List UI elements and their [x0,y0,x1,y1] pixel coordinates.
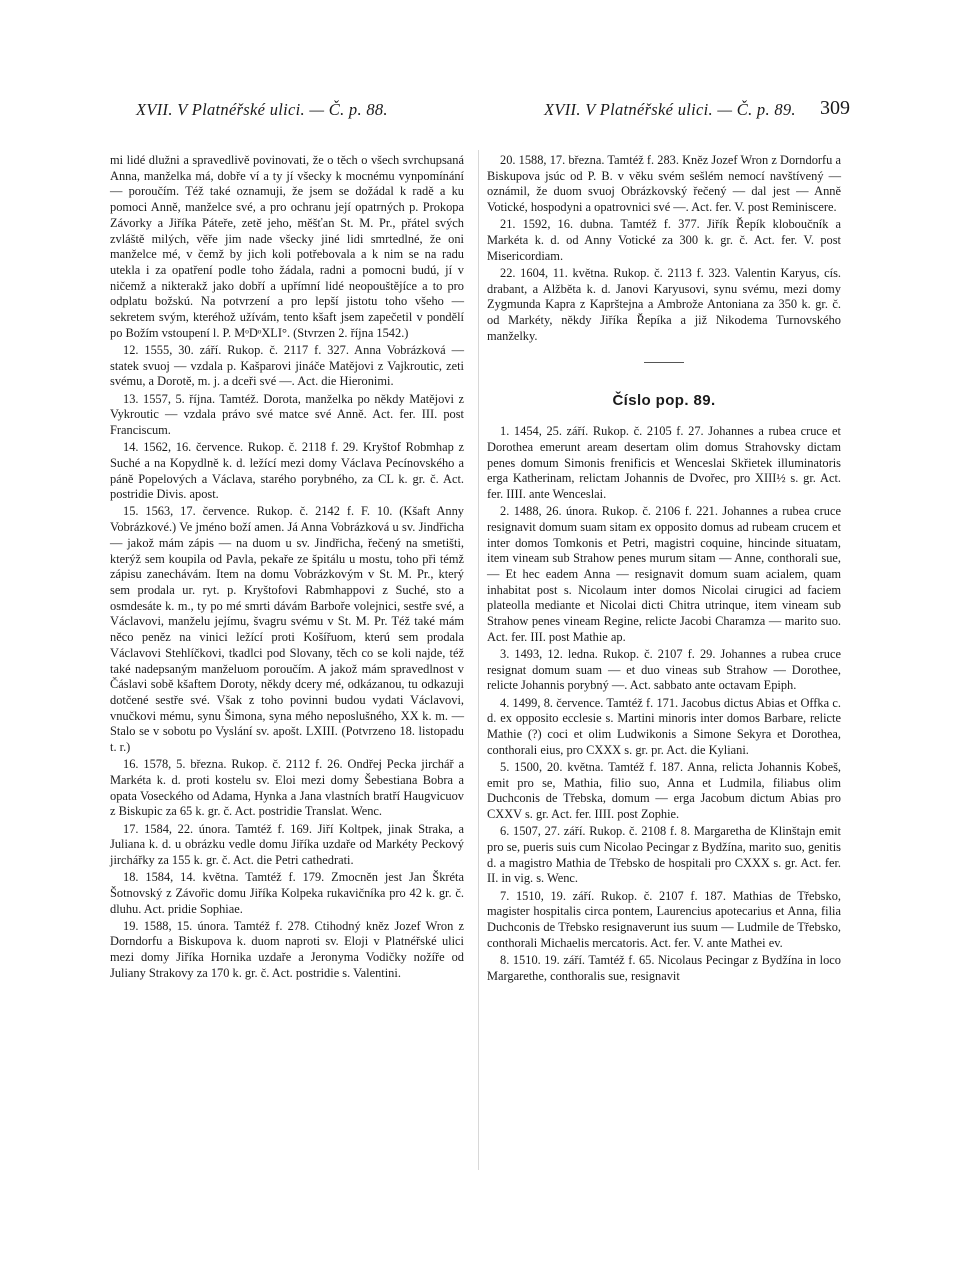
entry-12: 12. 1555, 30. září. Rukop. č. 2117 f. 327. Anna Vobrázková — statek svuoj — vzdala p. Kašparovi jináče Matějovi z Vajkroutic, zeti svému, a Dorotě, m. j. a dceři své —. Act. die Hieronimi. [110,342,464,389]
header-left-title: XVII. V Platnéřské ulici. — Č. p. 88. [136,100,388,119]
entry-89-1: 1. 1454, 25. září. Rukop. č. 2105 f. 27. Johannes a rubea cruce et Dorothea emerunt aream desertam olim domus Strahovsky dictam penes domum Simonis frenificis et Wenceslai Skřietek illuminatoris erga Katherinam, relictam Johannis de Dvořec, pro XIII½ s. gr. Act. fer. IIII. ante Wenceslai. [487,424,841,501]
entry-89-7: 7. 1510, 19. září. Rukop. č. 2107 f. 187. Mathias de Třebsko, magister hospitalis circa pontem, Laurencius apotecarius et Anna, filia Duchconis de Třebsko resignaverunt ius suum — Ludmile de Třebsko, conthorali Michaelis mercatoris. Act. fer. V. ante Mathei ev. [487,888,841,950]
entry-15: 15. 1563, 17. července. Rukop. č. 2142 f. F. 10. (Kšaft Anny Vobrázkové.) Ve jméno boží amen. Já Anna Vobrázková u sv. Jindřicha — jakož mám zápis — na duom u sv. Jindřicha, řečený na smetišti, kterýž sem koupila od Pavla, pekaře ze špitálu u mostu, toho při témž zápisu zanechávám. Item na domu Vobrázkovým v St. M. Pr., který sem prodala ur. ryt. p. Kryštofovi Rabmhappovi z Suché, sto a osmdesáte k. m., ty po mé smrti dávám Barboře volejnici, sestře své, a Václavovi, manželu jejímu, švagru svému v St. M. Pr. Též také mám něco peněz na vinici ležící proti Košířuom, kterú sem prodala Václavovi Stehlíčkovi, tkadlci pod Slovany, těch co se koli najde, též také nadepsaným manželuom poroučím. A jakož mám spravedlnost v Čáslavi sobě kšaftem Doroty, někdy dcery mé, odkázanou, tu odkazuji dotčené sestře své. Však z toho povinni budou vydati Václavovi, vnučkovi mému, synu Šimona, syna mého neposlušného, XX k. m. — Stalo se v sobotu po Vyslání sv. apošt. LXIII. (Potvrzeno 18. listopadu t. r.) [110,504,464,755]
left-column [110,153,464,983]
right-column [487,153,841,986]
entry-89-6: 6. 1507, 27. září. Rukop. č. 2108 f. 8. Margaretha de Klinštajn emit pro se, pueris suis cum Nicolao Pecingar z Bydžína, marito suo, genitis d. a magistro Mathia de Třebsko de hospitali pro CXXX s. gr. Act. fer. II. in vig. s. Wenc. [487,824,841,886]
entry-89-5: 5. 1500, 20. května. Tamtéž f. 187. Anna, relicta Johannis Kobeš, emit pro se, Mathia, filio suo, Anna et Ludmila, filiabus olim Duchconis de Třebska, domum — erga Jacobum dictum Abias pro CXXV s. gr. Act. fer. IIII. post Zophie. [487,759,841,822]
section-separator [644,362,684,363]
section-title: Číslo pop. 89. [612,392,716,410]
entry-16: 16. 1578, 5. března. Rukop. č. 2112 f. 26. Ondřej Pecka jirchář a Markéta k. d. proti kostelu sv. Eloi mezi domy Šebestiana Bobra a opata Voseckého od Adama, Hynka a Jana vlastních bratří Haugvicuov z Biskupic za 65 k. gr. č. Act. postridie Translat. Wenc. [110,757,464,819]
entry-18: 18. 1584, 14. května. Tamtéž f. 179. Zmocněn jest Jan Škréta Šotnovský z Závořic domu Jiříka Kolpeka rukavičníka pro 42 k. gr. č. dluhu. Act. pridie Sophiae. [110,870,464,916]
entry-89-4: 4. 1499, 8. července. Tamtéž f. 171. Jacobus dictus Abias et Offka c. d. ex opposito ecclesie s. Martini minoris inter domos Barbare, relicte Mathie (?) coci et olim Ludwikonis a Simone Sekyra et Dorothea, conthorali eius, pro CXXX s. gr. pr. Act. die Kyliani. [487,695,841,757]
entry-89-2: 2. 1488, 26. února. Rukop. č. 2106 f. 221. Johannes a rubea cruce resignavit domum suam sitam ex opposito domus ad rubeam crucem et inter domos Tomkonis et Petri, magistri coquine, hincinde situatam, item vineam sub Strahow penes murum sitam — Anne, conthorali sue, — Et hec eadem Anna — resignavit domum suam acialem, quam inhabitat post s. Nicolaum inter domos Nicolai cirugici ad faciem plateolla mediante et Nicolai dicti Chitra utrinque, item vineam sub Strahow penes vineam Regine, relicte Jacobi Charamza — marito suo. Act. fer. III. post Mathie ap. [487,504,841,644]
entry-19: 19. 1588, 15. února. Tamtéž f. 278. Ctihodný kněz Jozef Wron z Dorndorfu a Biskupova k. duom naproti sv. Eloji v Platnéřské ulici mezi domy Jiříka Hornika uzdaře a Jeronyma Vodičky nožíře od Juliany Strakovy za 170 k. gr. č. Act. postridie s. Valentini. [110,918,464,980]
entry-22: 22. 1604, 11. května. Rukop. č. 2113 f. 323. Valentin Karyus, cís. drabant, a Alžběta k. d. Janovi Karyusovi, synu svému, mezi domy Zygmunda Kapra z Kapršteјna a Ambrože Antoniana za 350 k. gr. č. od Markéty, někdy Jiříka Řepíka a již Nikodema Turnovského manželky. [487,265,841,343]
left-paragraph-continuation: mi lidé dlužni a spravedlivě povinovati, že o těch o všech svrchupsaná Anna, manželka má, dobře ví a ty jí všecky k mocnému vynpomínání — poroučím. Též také oznamuji, že jsem se dožádal k radě a ku pomoci Anně, manželce své, a pro ochranu její opatrných p. Prokopa Závorky a Jiříka Páteře, zetě jeho, měšťan St. M. Pr., přátel svých zvláště milých, věře jim nade všecky jiné lidi smrtedlné, že oni manželce mé, v čemž by jich koli potřebovala a k nim se na radu utekla i za opatření podle toho žádala, radni a pomocni budú, jí v ničemž a nikterakž jako dobří a upřímní lidé neopouštějíce a to pro odplatu božskú. Na potvrzení a pro lepší jistotu toho všeho — sekretem svým, kteréhož užívám, tento kšaft jsem zapečetil v pondělí po Božím vstoupení l. P. MᵒDᵒXLI°. (Stvrzen 2. října 1542.) [110,153,464,340]
entry-17: 17. 1584, 22. února. Tamtéž f. 169. Jiří Koltpek, jinak Straka, a Juliana k. d. u obrázku vedle domu Jiříka uzdaře od Markéty Peckový jirchářky za 155 k. gr. č. Act. die Petri cathedrati. [110,821,464,867]
entry-14: 14. 1562, 16. července. Rukop. č. 2118 f. 29. Kryštof Robmhap z Suché a na Kopydlně k. d. ležící mezi domy Václava Pecínovského a páně Popelových a Václava, starého porybného, za CL k. gr. č. Act. postridie Divis. apost. [110,440,464,502]
entry-21: 21. 1592, 16. dubna. Tamtéž f. 377. Jiřík Řepík kloboučník a Markéta k. d. od Anny Votické za 300 k. gr. č. Act. fer. V. post Misericordiam. [487,217,841,263]
page-number: 309 [820,97,850,119]
header-right-title: XVII. V Platnéřské ulici. — Č. p. 89. [544,100,796,119]
entry-89-8: 8. 1510. 19. září. Tamtéž f. 65. Nicolaus Pecingar z Bydžína in loco Margarethe, conthoralis sue, resignavit [487,952,841,983]
entry-20: 20. 1588, 17. března. Tamtéž f. 283. Kněz Jozef Wron z Dorndorfu a Biskupova jsúc od P. B. v věku svém sešlém nemocí navštívený — oznámil, že duom svuoj Obrázkovský řečený — dal jest — Anně Votické, hospodyni a opatrovnici své —. Act. fer. V. post Reminiscere. [487,153,841,215]
entry-13: 13. 1557, 5. října. Tamtéž. Dorota, manželka po někdy Matějovi z Vykroutic — vzdala právo své matce své Anně. Act. fer. III. post Franciscum. [110,391,464,437]
column-divider [478,150,479,1170]
entry-89-3: 3. 1493, 12. ledna. Rukop. č. 2107 f. 29. Johannes a rubea cruce resignat domum suam — et duo vineas sub Strahow — Dorothee, relicte Johannis porybný —. Act. sabbato ante octavam Epiph. [487,646,841,693]
running-header [136,97,850,128]
